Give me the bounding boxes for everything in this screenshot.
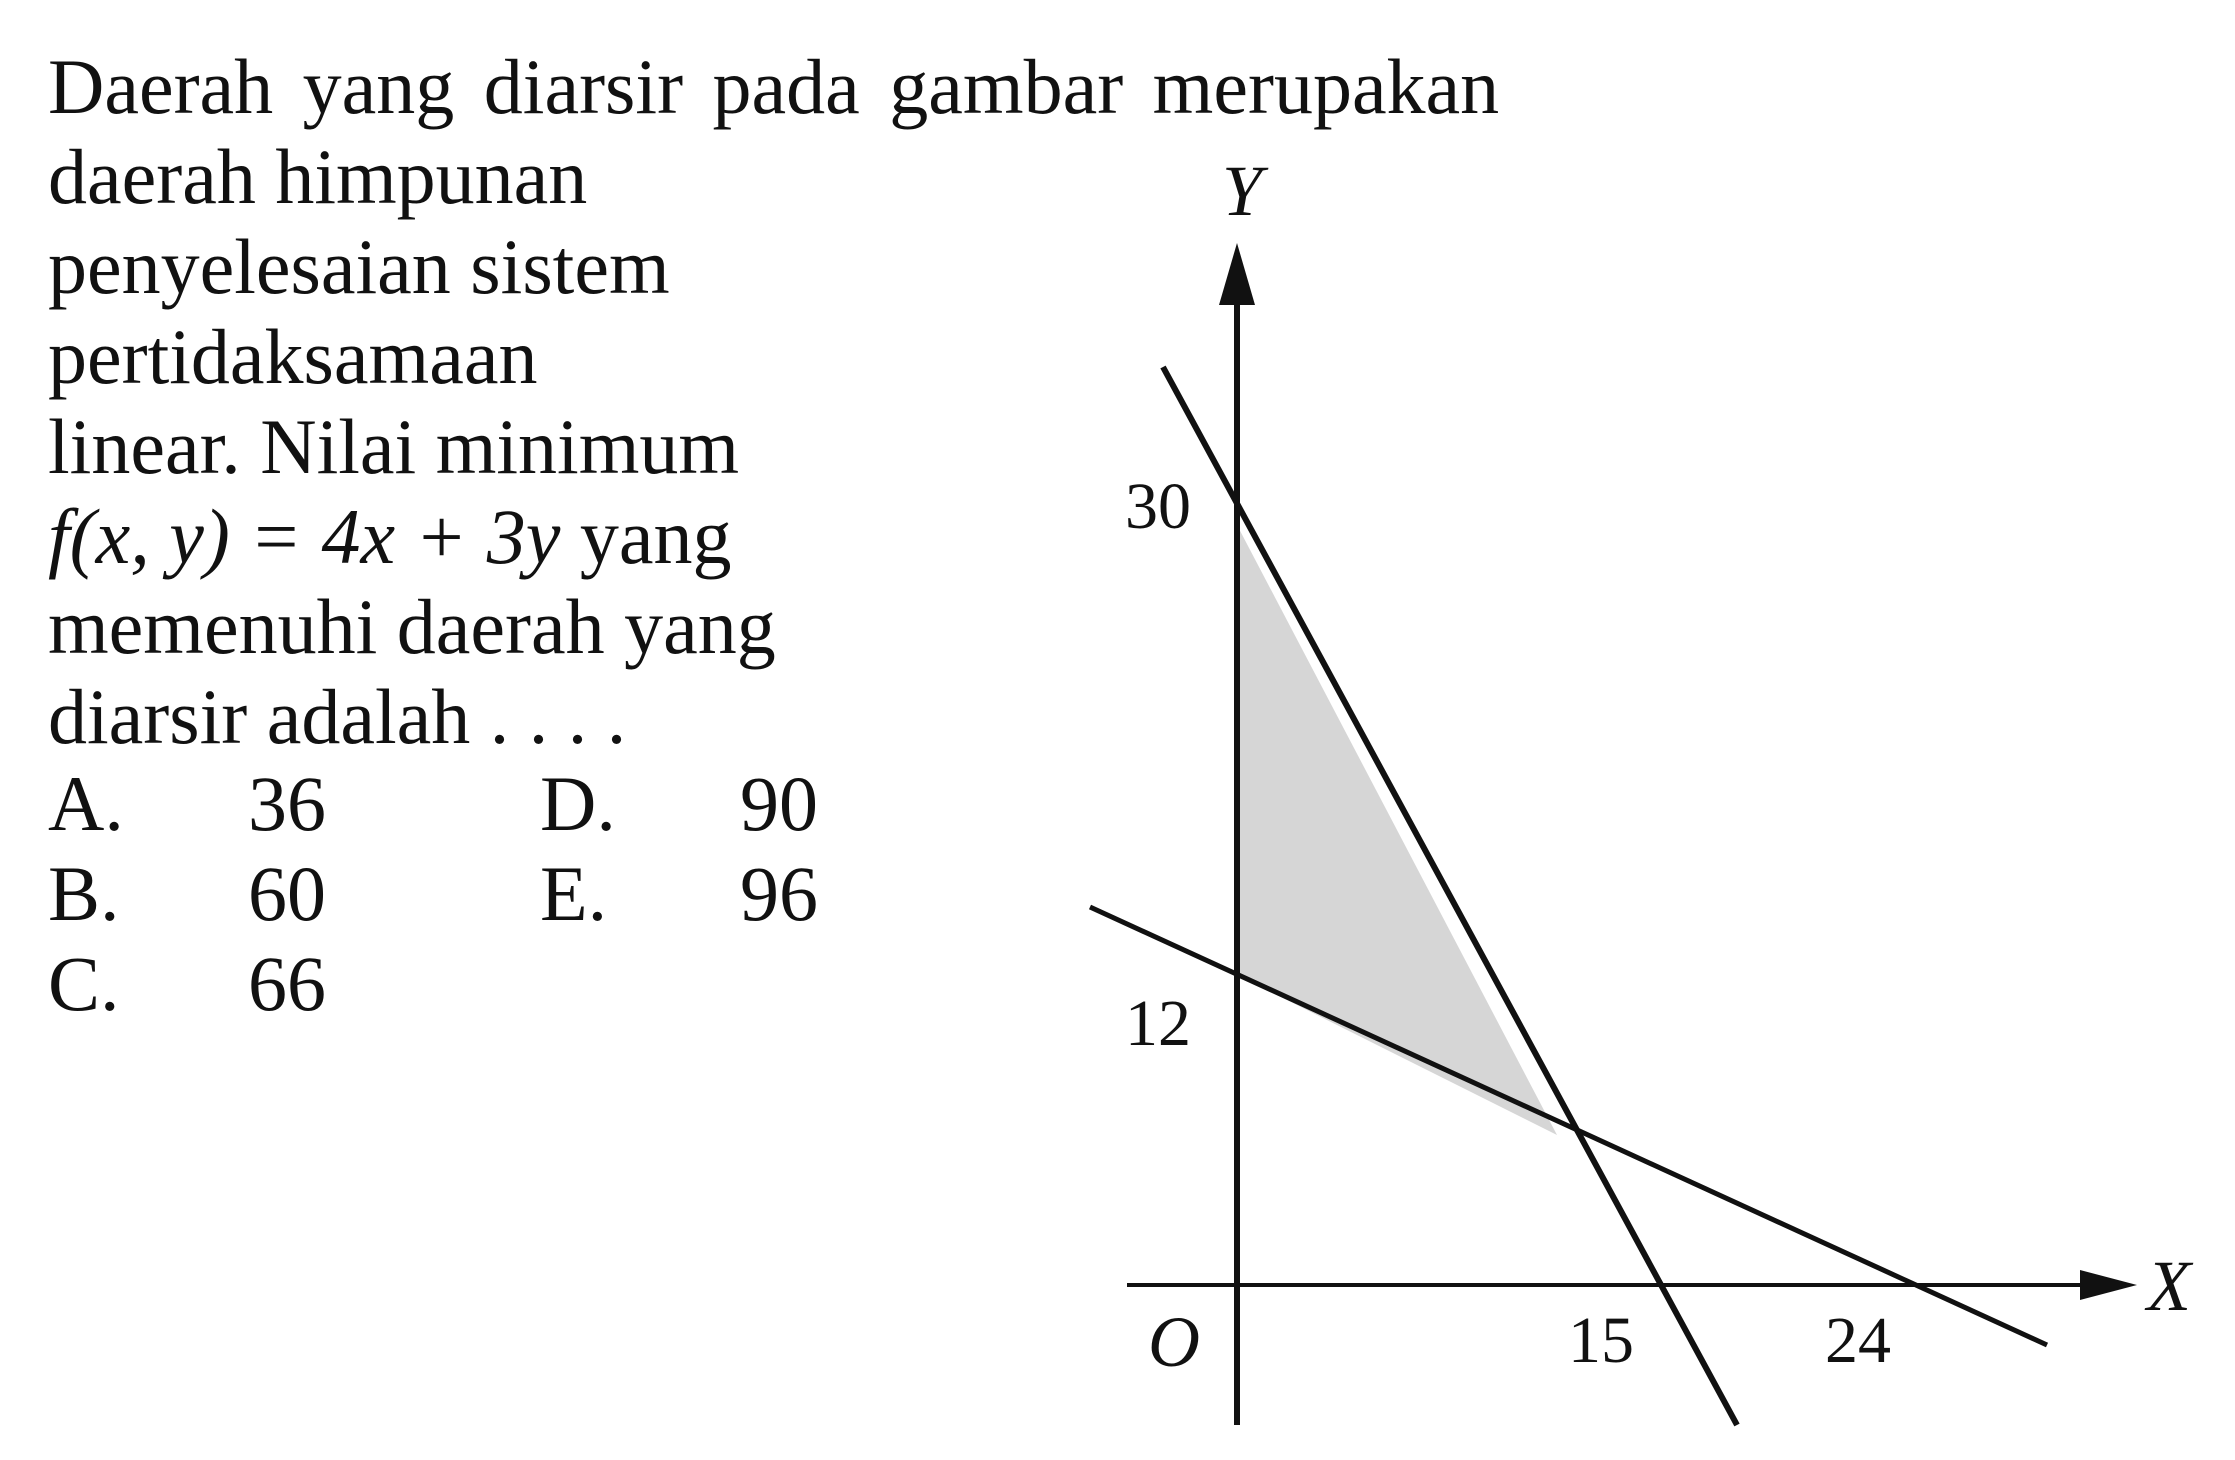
constraint-line-2 <box>1090 907 2047 1345</box>
x-axis-arrowhead <box>2080 1270 2137 1300</box>
option-a-value: 36 <box>248 760 326 847</box>
question-line-1: Daerah yang diarsir pada gambar merupakan <box>48 43 1500 130</box>
option-e-letter: E. <box>540 850 608 937</box>
y-tick-12: 12 <box>1125 987 1191 1060</box>
option-a-letter: A. <box>48 760 124 847</box>
question-line-6-tail: yang <box>579 493 732 580</box>
shaded-region <box>1237 525 1557 1135</box>
y-axis-label: Y <box>1222 151 1263 231</box>
question-line-5: linear. Nilai minimum <box>48 403 740 490</box>
question-line-2: daerah himpunan <box>48 133 588 220</box>
x-tick-24: 24 <box>1825 1304 1891 1377</box>
question-line-3: penyelesaian sistem <box>48 223 670 310</box>
option-d-letter: D. <box>540 760 616 847</box>
origin-label: O <box>1148 1302 1200 1382</box>
x-tick-15: 15 <box>1568 1304 1634 1377</box>
y-tick-30: 30 <box>1125 470 1191 543</box>
option-c-value: 66 <box>248 940 326 1027</box>
option-d-value: 90 <box>740 760 818 847</box>
option-b-value: 60 <box>248 850 326 937</box>
question-line-7: memenuhi daerah yang <box>48 583 776 670</box>
x-axis-label: X <box>2147 1246 2191 1326</box>
option-e-value: 96 <box>740 850 818 937</box>
option-c-letter: C. <box>48 940 120 1027</box>
question-line-4: pertidaksamaan <box>48 313 538 400</box>
question-line-8: diarsir adalah . . . . <box>48 673 627 760</box>
y-axis-arrowhead <box>1219 243 1255 305</box>
option-b-letter: B. <box>48 850 120 937</box>
objective-function: f(x, y) = 4x + 3y <box>48 493 561 580</box>
